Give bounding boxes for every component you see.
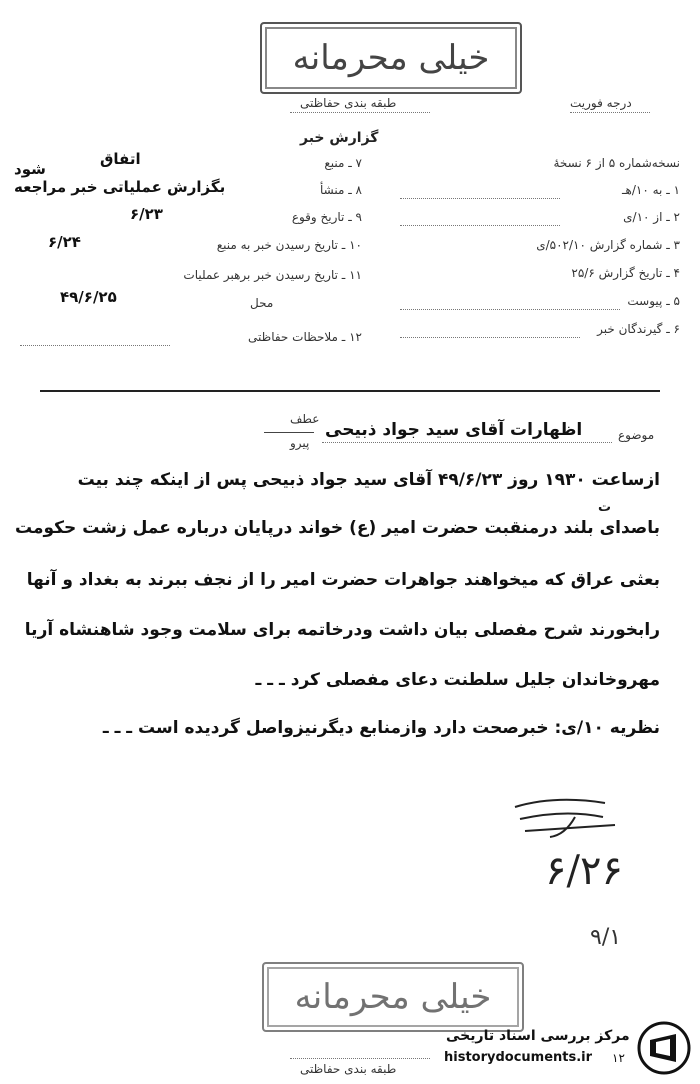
right-dotline-6 [400, 337, 580, 338]
priority-dotline [570, 112, 650, 113]
classification-label: طبقه بندی حفاظتی [300, 96, 397, 110]
source-label: ۷ ـ منبع [324, 156, 362, 170]
subject-label: موضوع [618, 428, 655, 442]
source-value: اتفاق [100, 150, 141, 168]
occurrence-label: ۹ ـ تاریخ وقوع [291, 210, 362, 224]
top-stamp-text: خیلی محرمانه [292, 38, 490, 78]
right-dotline-2 [400, 225, 560, 226]
footer-page-code: ۱۲ [612, 1051, 625, 1065]
bottom-stamp-text: خیلی محرمانه [294, 977, 492, 1017]
notes-dotline [20, 345, 170, 346]
body-line-6: نظریه ۱۰/ی: خبرصحت دارد وازمنابع دیگرنیزواصل گردیده است ـ ـ ـ [102, 718, 660, 738]
header-divider [40, 390, 660, 392]
received-ops-value: ۴۹/۶/۲۵ [60, 288, 117, 306]
received-source-label: ۱۰ ـ تاریخ رسیدن خبر به منبع [216, 238, 362, 252]
footer-classification-label: طبقه بندی حفاظتی [300, 1062, 397, 1076]
from-field: ۲ ـ از ۱۰/ی [623, 210, 680, 224]
page-number: ۹/۱ [590, 925, 622, 950]
peyro-label: پیرو [290, 436, 310, 450]
report-date-field: ۴ ـ تاریخ گزارش ۲۵/۶ [571, 266, 680, 280]
received-source-value: ۶/۲۴ [48, 233, 81, 251]
classification-dotline [290, 112, 430, 113]
right-dotline-1 [400, 198, 560, 199]
archive-logo-icon [636, 1020, 692, 1076]
atf-separator [264, 432, 314, 433]
copies-field: نسخه‌شماره ۵ از ۶ نسخهٔ [553, 156, 680, 170]
footer-site: historydocuments.ir [444, 1050, 593, 1065]
priority-label: درجه فوریت [570, 96, 632, 110]
report-title: گزارش خبر [300, 130, 379, 146]
bottom-classification-stamp [262, 962, 524, 1032]
body-line-2: باصدای بلند درمنقبت حضرت امیر (ع) خواند درپایان درباره عمل زشت حکومت [14, 518, 660, 538]
body-line-1: ازساعت ۱۹۳۰ روز ۴۹/۶/۲۳ آقای سید جواد ذبیحی پس از اینکه چند بیت [77, 470, 660, 490]
to-field: ۱ ـ به ۱۰/هـ [622, 183, 680, 197]
body-line-3: بعثی عراق که میخواهند جواهرات حضرت امیر را از نجف ببرند به بغداد و آنها [26, 570, 660, 590]
body-line-4: رابخورند شرح مفصلی بیان داشت ودرخاتمه برای سلامت وجود شاهنشاه آریا [24, 620, 660, 640]
body-line-5: مهروخاندان جلیل سلطنت دعای مفصلی کرد ـ ـ ـ [255, 670, 660, 690]
origin-label: ۸ ـ منشأ [319, 183, 362, 197]
subject-dotline [322, 442, 612, 443]
attachment-field: ۵ ـ پیوست [627, 294, 680, 308]
footer-dotline [290, 1058, 430, 1059]
body-superscript: ت [598, 500, 612, 515]
origin-value: بگزارش عملیاتی خبر مراجعه [14, 178, 226, 196]
source-extra: شود [14, 160, 46, 178]
atf-label: عطف [290, 412, 320, 426]
place-label: محل [250, 296, 274, 310]
occurrence-value: ۶/۲۳ [130, 205, 163, 223]
recipients-field: ۶ ـ گیرندگان خبر [597, 322, 680, 336]
top-classification-stamp [260, 22, 522, 94]
subject-value: اظهارات آقای سید جواد ذبیحی [325, 420, 583, 440]
report-number-field: ۳ ـ شماره گزارش ۵۰۲/۱۰/ی [536, 238, 680, 252]
notes-label: ۱۲ ـ ملاحظات حفاظتی [248, 330, 362, 344]
right-dotline-5 [400, 309, 620, 310]
received-ops-label: ۱۱ ـ تاریخ رسیدن خبر برهبر عملیات [183, 268, 362, 282]
signature-scribble [505, 795, 625, 845]
footer-org-name: مرکز بررسی اسناد تاریخی [446, 1028, 630, 1044]
handwritten-date: ۶/۲۶ [545, 848, 623, 894]
